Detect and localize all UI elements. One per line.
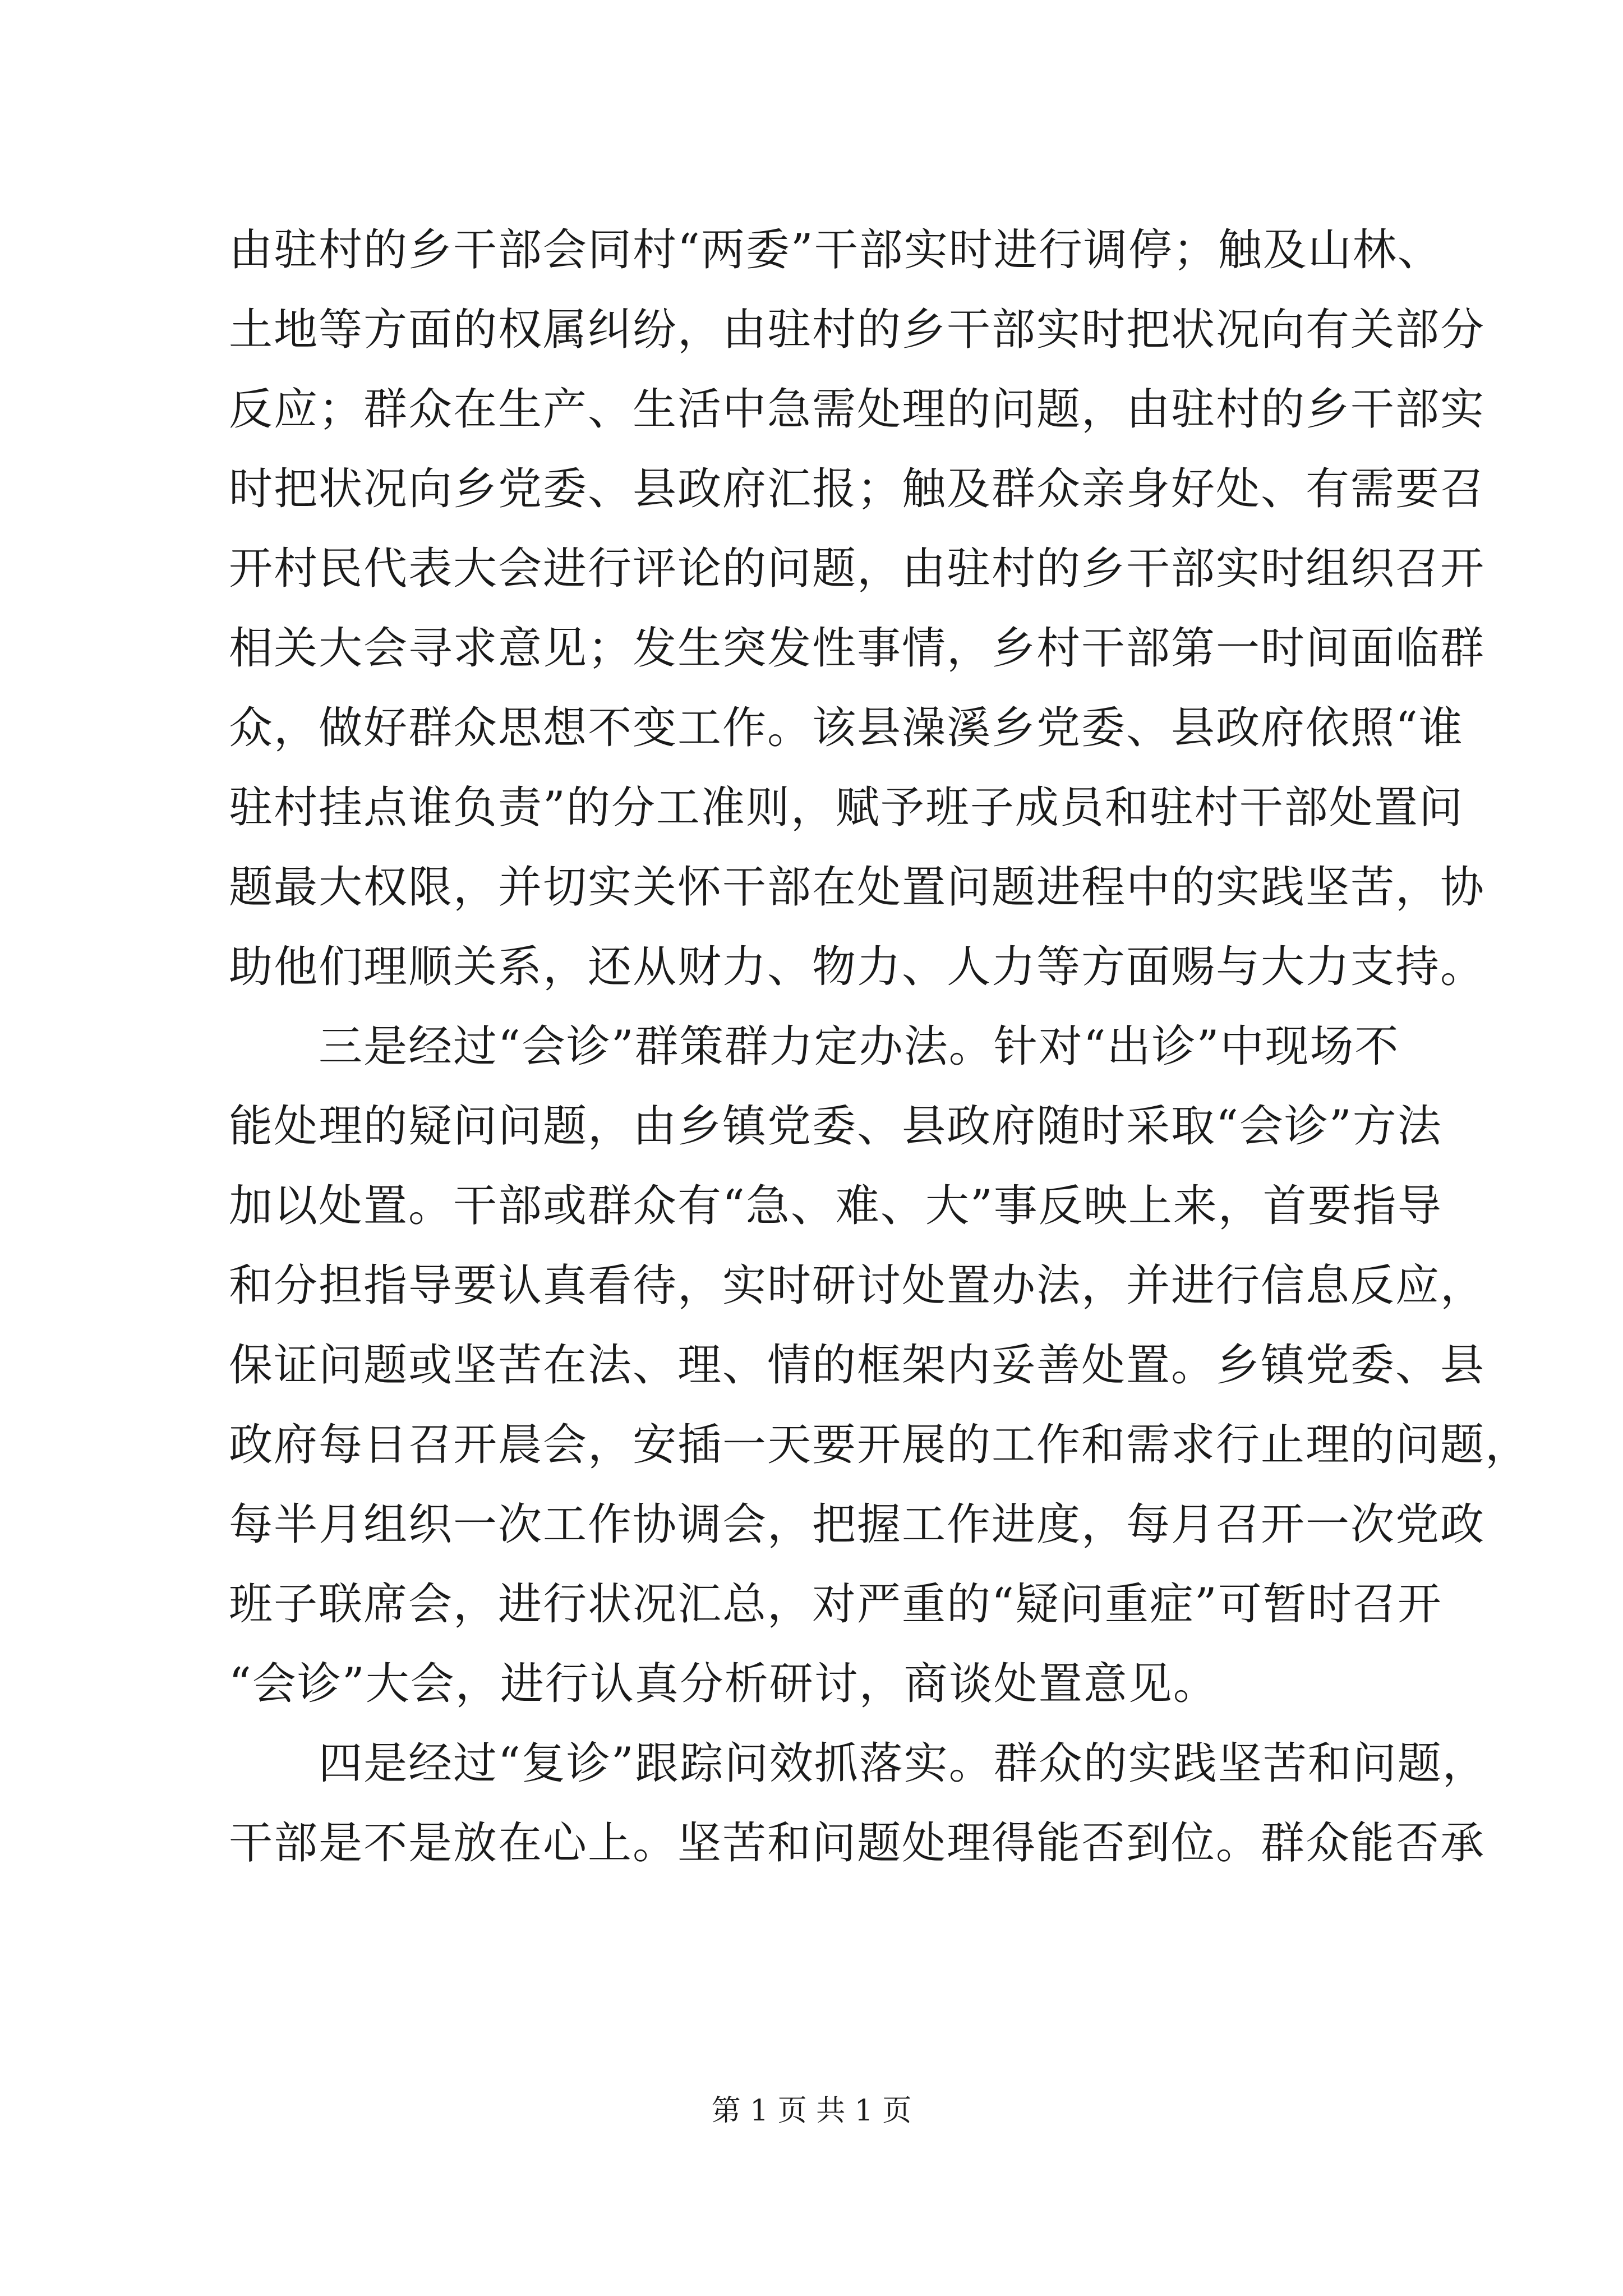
text-line: 由驻村的乡干部会同村“两委”干部实时进行调停；触及山林、 xyxy=(229,225,1442,275)
text-line: 驻村挂点谁负责”的分工准则，赋予班子成员和驻村干部处置问 xyxy=(229,783,1464,833)
text-line: 能处理的疑问问题，由乡镇党委、县政府随时采取“会诊”方法 xyxy=(229,1101,1442,1152)
text-line: 时把状况向乡党委、县政府汇报；触及群众亲身好处、有需要召 xyxy=(229,464,1486,514)
text-line: 每半月组织一次工作协调会，把握工作进度，每月召开一次党政 xyxy=(229,1499,1486,1550)
text-line: 反应；群众在生产、生活中急需处理的问题，由驻村的乡干部实 xyxy=(229,384,1486,435)
text-line: 干部是不是放在心上。坚苦和问题处理得能否到位。群众能否承 xyxy=(229,1818,1486,1869)
text-line: 土地等方面的权属纠纷，由驻村的乡干部实时把状况向有关部分 xyxy=(229,305,1486,355)
page-number-footer: 第 1 页 共 1 页 xyxy=(711,2094,912,2128)
text-line: 三是经过“会诊”群策群力定办法。针对“出诊”中现场不 xyxy=(229,1022,1400,1072)
text-line: 四是经过“复诊”跟踪问效抓落实。群众的实践坚苦和问题， xyxy=(229,1738,1487,1789)
text-line: 政府每日召开晨会，安插一天要开展的工作和需求行止理的问题， xyxy=(229,1420,1530,1470)
text-line: 题最大权限，并切实关怀干部在处置问题进程中的实践坚苦，协 xyxy=(229,862,1486,913)
text-line: 加以处置。干部或群众有“急、难、大”事反映上来，首要指导 xyxy=(229,1181,1442,1231)
text-line: 保证问题或坚苦在法、理、情的框架内妥善处置。乡镇党委、县 xyxy=(229,1340,1486,1391)
text-line: 助他们理顺关系，还从财力、物力、人力等方面赐与大力支持。 xyxy=(229,942,1486,992)
text-line: 众，做好群众思想不变工作。该县澡溪乡党委、县政府依照“谁 xyxy=(229,703,1464,753)
text-line: 和分担指导要认真看待，实时研讨处置办法，并进行信息反应， xyxy=(229,1260,1486,1311)
text-line: 开村民代表大会进行评论的问题，由驻村的乡干部实时组织召开 xyxy=(229,544,1486,594)
document-body xyxy=(229,210,1530,1883)
text-line: 相关大会寻求意见；发生突发性事情，乡村干部第一时间面临群 xyxy=(229,623,1486,674)
text-line: 班子联席会，进行状况汇总，对严重的“疑问重症”可暂时召开 xyxy=(229,1579,1442,1630)
text-line: “会诊”大会，进行认真分析研讨，商谈处置意见。 xyxy=(229,1659,1218,1709)
